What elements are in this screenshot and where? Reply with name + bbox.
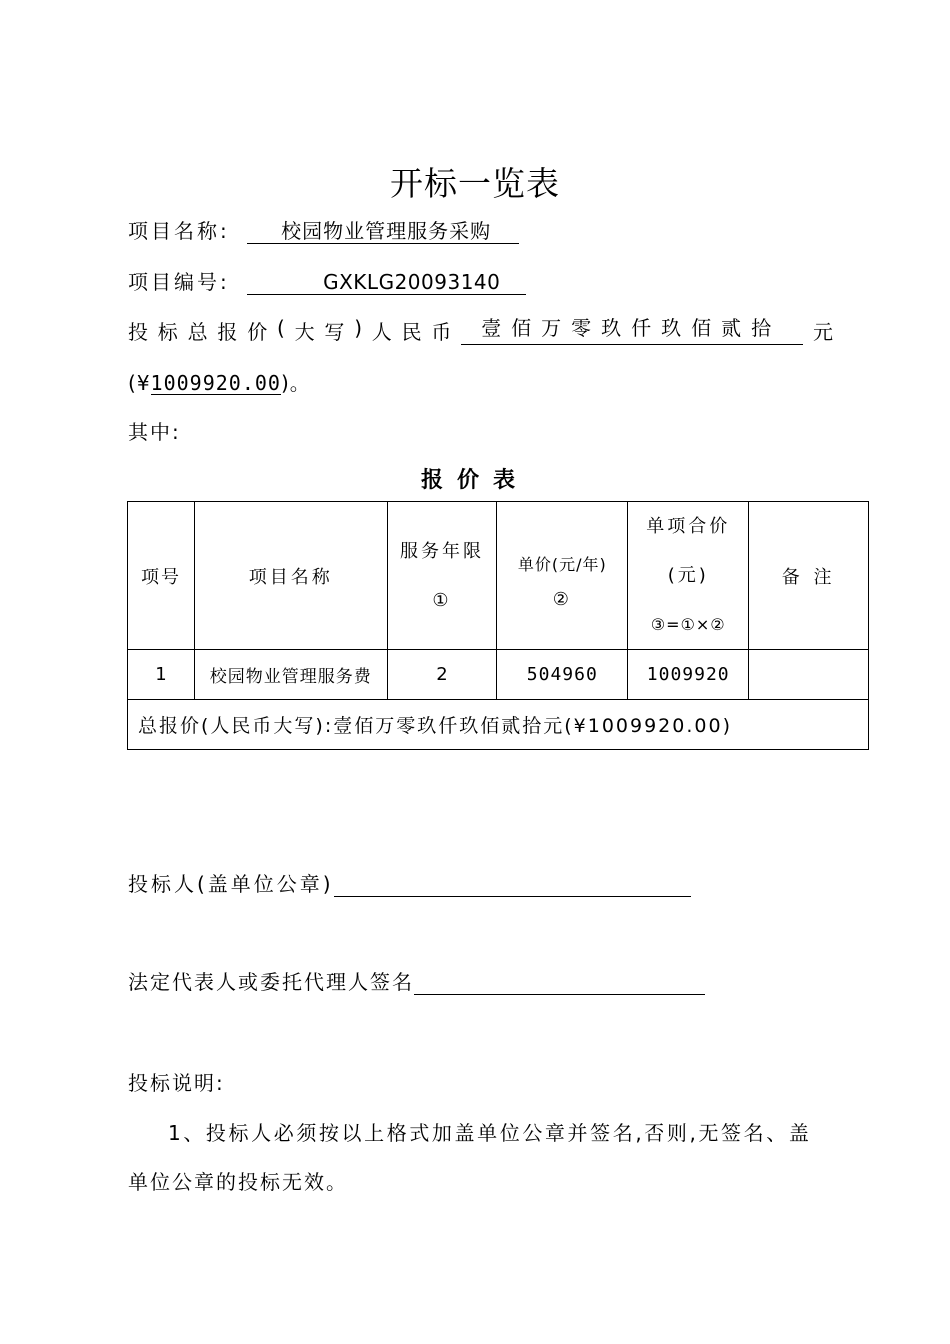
representative-signature-field[interactable] bbox=[414, 994, 705, 995]
paren-open: ( bbox=[128, 371, 137, 395]
header-remark: 备 注 bbox=[749, 502, 869, 650]
header-unit-price bbox=[497, 502, 628, 650]
price-table bbox=[127, 501, 869, 750]
total-price-char: 大 bbox=[294, 320, 315, 344]
project-name-value: 校园物业管理服务采购 bbox=[247, 219, 519, 244]
paren-close: )。 bbox=[280, 371, 311, 395]
header-years bbox=[387, 502, 497, 650]
table-title: 报价表 bbox=[420, 468, 529, 493]
header-years-mark: ① bbox=[432, 589, 452, 611]
bidder-signature-field[interactable] bbox=[334, 896, 691, 897]
project-no-line bbox=[128, 266, 526, 295]
bidder-line bbox=[128, 868, 691, 897]
project-name-label: 项目名称: bbox=[128, 219, 230, 243]
yen-sign: ¥ bbox=[136, 371, 151, 395]
total-price-char: ( bbox=[276, 316, 285, 340]
header-unit-price-mark: ② bbox=[552, 589, 572, 610]
header-unit-price-label: 单价(元/年) bbox=[517, 555, 607, 574]
project-no-label: 项目编号: bbox=[128, 270, 230, 294]
total-price-unit: 元 bbox=[812, 320, 833, 344]
total-price-char: ) bbox=[354, 316, 362, 340]
total-price-number: 1009920.00 bbox=[150, 371, 281, 395]
notes-label: 投标说明: bbox=[128, 1071, 225, 1095]
table-row bbox=[128, 650, 869, 700]
header-subtotal bbox=[628, 502, 749, 650]
project-name-line bbox=[128, 215, 519, 244]
total-row-text: 总报价(人民币大写):壹佰万零玖仟玖佰贰拾元(¥1009920.00) bbox=[128, 700, 869, 750]
signature-label: 法定代表人或委托代理人签名 bbox=[128, 970, 414, 994]
page-title: 开标一览表 bbox=[390, 164, 560, 203]
total-price-char: 价 bbox=[247, 320, 268, 344]
header-name: 项目名称 bbox=[194, 502, 387, 650]
total-price-char: 标 bbox=[157, 320, 178, 344]
header-subtotal-unit: (元) bbox=[667, 565, 709, 586]
row-subtotal: 1009920 bbox=[628, 650, 749, 700]
signature-line bbox=[128, 966, 705, 995]
header-years-label: 服务年限 bbox=[399, 540, 484, 562]
row-remark bbox=[749, 650, 869, 700]
table-header-row bbox=[128, 502, 869, 650]
note-1-line-1: 1、投标人必须按以上格式加盖单位公章并签名,否则,无签名、盖 bbox=[168, 1121, 812, 1145]
total-price-line bbox=[128, 316, 833, 345]
total-price-number-line bbox=[128, 367, 311, 396]
total-price-upper: 壹佰万零玖仟玖佰贰拾 bbox=[461, 316, 803, 345]
total-price-char: 总 bbox=[187, 320, 208, 344]
total-price-char: 投 bbox=[128, 320, 148, 344]
project-no-value: GXKLG20093140 bbox=[247, 270, 526, 295]
header-subtotal-label: 单项合价 bbox=[646, 516, 731, 537]
table-total-row bbox=[128, 700, 869, 750]
header-subtotal-formula: ③=①×② bbox=[650, 615, 726, 634]
total-price-char: 人 bbox=[371, 320, 392, 344]
total-price-char: 币 bbox=[431, 320, 452, 344]
row-no: 1 bbox=[128, 650, 195, 700]
header-no: 项号 bbox=[128, 502, 195, 650]
note-1-line-2: 单位公章的投标无效。 bbox=[128, 1170, 348, 1194]
row-years: 2 bbox=[387, 650, 497, 700]
among-label: 其中: bbox=[128, 420, 181, 444]
total-price-char: 民 bbox=[401, 320, 422, 344]
bidder-label: 投标人(盖单位公章) bbox=[128, 872, 334, 896]
row-unit-price: 504960 bbox=[497, 650, 628, 700]
total-price-char: 报 bbox=[217, 320, 238, 344]
total-price-char: 写 bbox=[324, 320, 345, 344]
row-name: 校园物业管理服务费 bbox=[194, 650, 387, 700]
